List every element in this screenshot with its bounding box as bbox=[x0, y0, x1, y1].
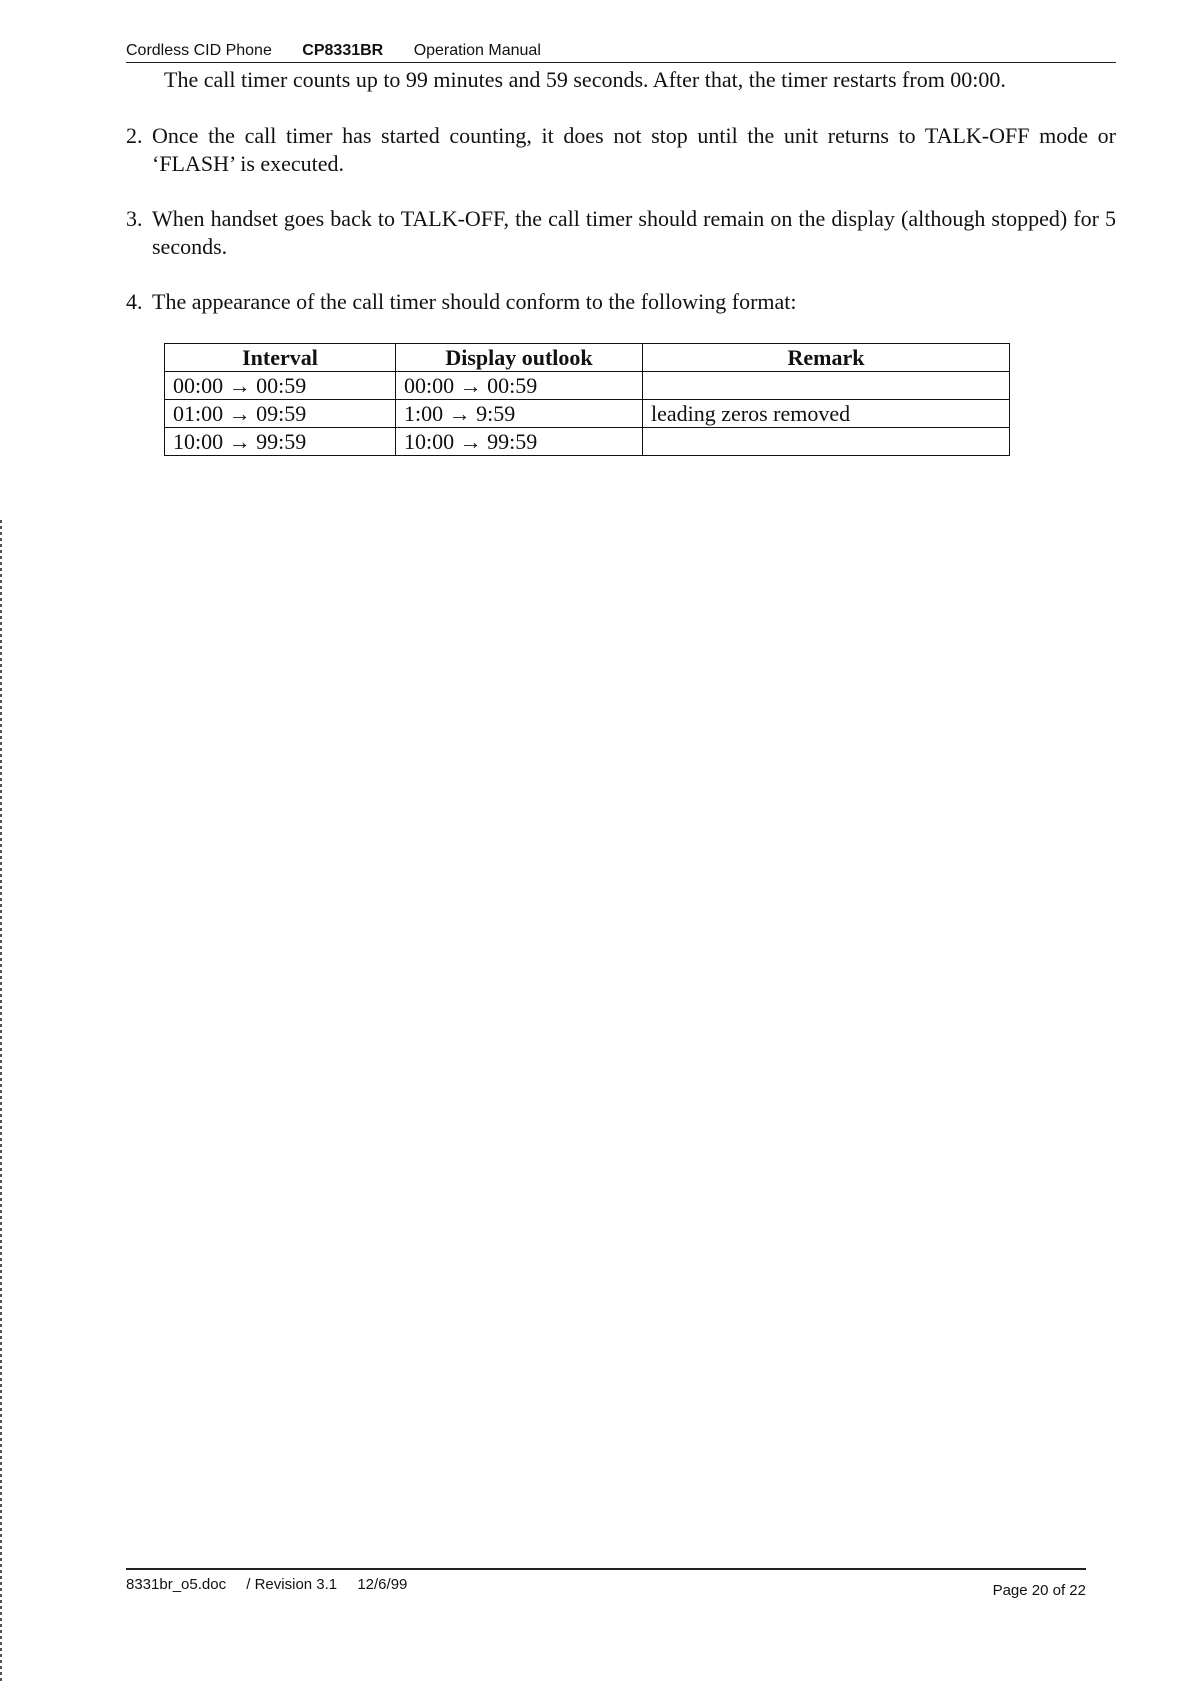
column-header-display-outlook: Display outlook bbox=[396, 344, 643, 372]
list-item-4 bbox=[126, 288, 1116, 316]
footer-left bbox=[126, 1576, 423, 1593]
page-footer bbox=[126, 1568, 1086, 1599]
cell-display: 10:00 → 99:59 bbox=[396, 428, 643, 456]
table-header-row bbox=[165, 344, 1010, 372]
cell-interval: 00:00 → 00:59 bbox=[165, 372, 396, 400]
timer-format-table bbox=[164, 343, 1010, 456]
list-item-2 bbox=[126, 122, 1116, 178]
list-item-3 bbox=[126, 205, 1116, 261]
footer-date: 12/6/99 bbox=[357, 1576, 408, 1593]
page-content bbox=[126, 66, 1116, 456]
table-row bbox=[165, 428, 1010, 456]
cell-display: 00:00 → 00:59 bbox=[396, 372, 643, 400]
scan-edge-marks bbox=[0, 520, 2, 1682]
footer-filename: 8331br_o5.doc bbox=[126, 1576, 227, 1593]
header-model: CP8331BR bbox=[302, 42, 384, 59]
footer-page-number: Page 20 of 22 bbox=[992, 1582, 1086, 1599]
header-doc-type: Operation Manual bbox=[413, 42, 541, 59]
column-header-remark: Remark bbox=[643, 344, 1010, 372]
list-number: 4. bbox=[126, 289, 143, 314]
cell-interval: 10:00 → 99:59 bbox=[165, 428, 396, 456]
list-text: Once the call timer has started counting, it does not stop until the unit returns to TALK-OFF mode or ‘FLASH’ is executed. bbox=[152, 123, 1116, 176]
column-header-interval: Interval bbox=[165, 344, 396, 372]
list-number: 2. bbox=[126, 123, 143, 148]
cell-remark: leading zeros removed bbox=[643, 400, 1010, 428]
page-header bbox=[126, 42, 1116, 63]
list-number: 3. bbox=[126, 206, 143, 231]
footer-revision: / Revision 3.1 bbox=[246, 1576, 338, 1593]
cell-display: 1:00 → 9:59 bbox=[396, 400, 643, 428]
table-row bbox=[165, 400, 1010, 428]
cell-interval: 01:00 → 09:59 bbox=[165, 400, 396, 428]
table-row bbox=[165, 372, 1010, 400]
intro-paragraph: The call timer counts up to 99 minutes and 59 seconds. After that, the timer restarts from 00:00. bbox=[164, 67, 1006, 92]
cell-remark bbox=[643, 372, 1010, 400]
list-text: When handset goes back to TALK-OFF, the call timer should remain on the display (although stopped) for 5 seconds. bbox=[152, 206, 1116, 259]
list-text: The appearance of the call timer should conform to the following format: bbox=[152, 289, 797, 314]
header-product: Cordless CID Phone bbox=[126, 42, 272, 59]
cell-remark bbox=[643, 428, 1010, 456]
